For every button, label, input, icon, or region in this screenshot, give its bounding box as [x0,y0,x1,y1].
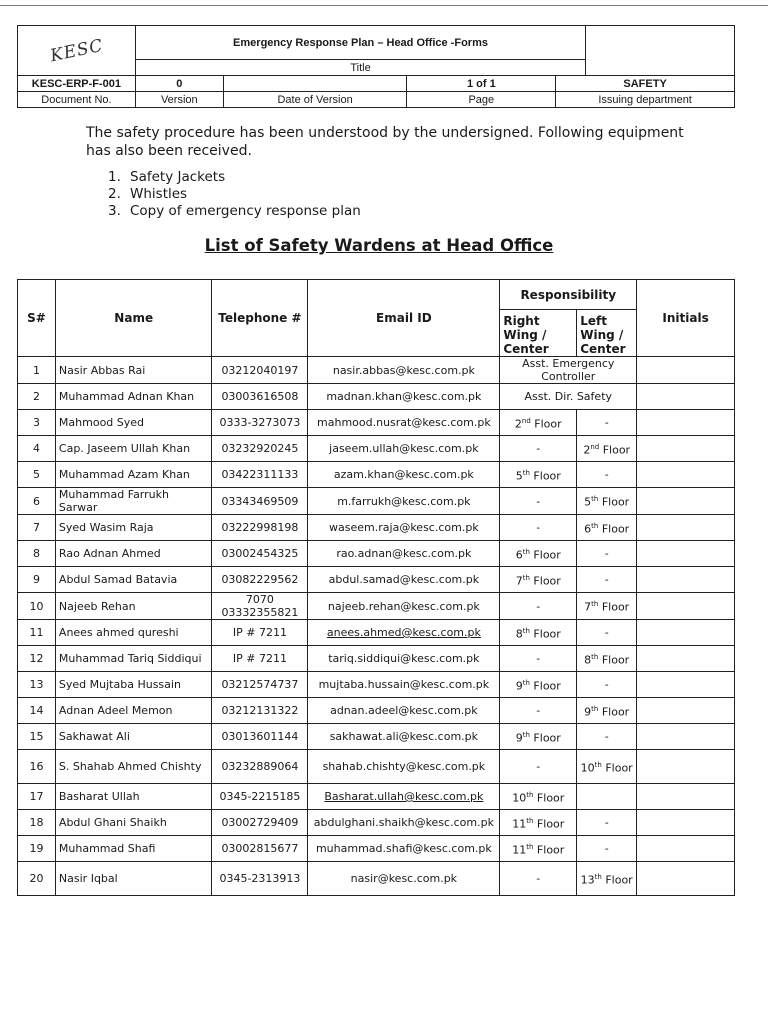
col-right-wing: Right Wing / Center [500,310,577,357]
cell-email: azam.khan@kesc.com.pk [308,462,500,488]
cell-initials [637,724,735,750]
cell-left-wing: 5th Floor [577,488,637,515]
cell-email: shahab.chishty@kesc.com.pk [308,750,500,784]
cell-left-wing: 6th Floor [577,515,637,541]
equipment-item: 3. Copy of emergency response plan [108,203,361,219]
cell-initials [637,620,735,646]
document-no-value: KESC-ERP-F-001 [18,76,136,92]
cell-responsibility: Asst. Emergency Controller [500,357,637,384]
version-label: Version [135,92,223,108]
cell-left-wing: - [577,541,637,567]
cell-left-wing: 9th Floor [577,698,637,724]
equipment-list [108,169,361,220]
cell-name: Adnan Adeel Memon [55,698,212,724]
cell-email: abdul.samad@kesc.com.pk [308,567,500,593]
cell-telephone: 0345-2313913 [212,862,308,896]
col-email: Email ID [308,280,500,357]
cell-right-wing: - [500,593,577,620]
cell-initials [637,593,735,620]
cell-sno: 7 [18,515,56,541]
table-row [18,810,735,836]
cell-telephone: 03232920245 [212,436,308,462]
document-no-label: Document No. [18,92,136,108]
cell-telephone: IP # 7211 [212,620,308,646]
cell-left-wing: - [577,672,637,698]
page-value: 1 of 1 [407,76,556,92]
cell-telephone: 03002815677 [212,836,308,862]
cell-sno: 8 [18,541,56,567]
cell-sno: 17 [18,784,56,810]
cell-right-wing: 5th Floor [500,462,577,488]
cell-email: muhammad.shafi@kesc.com.pk [308,836,500,862]
cell-initials [637,357,735,384]
table-row [18,410,735,436]
cell-name: S. Shahab Ahmed Chishty [55,750,212,784]
cell-sno: 11 [18,620,56,646]
table-row [18,784,735,810]
cell-right-wing: 7th Floor [500,567,577,593]
version-value: 0 [135,76,223,92]
cell-right-wing: - [500,750,577,784]
cell-right-wing: 9th Floor [500,724,577,750]
company-logo: KESC [48,35,105,66]
cell-sno: 6 [18,488,56,515]
cell-initials [637,784,735,810]
cell-right-wing: 2nd Floor [500,410,577,436]
cell-sno: 19 [18,836,56,862]
document-header [17,25,735,108]
cell-telephone: 0345-2215185 [212,784,308,810]
form-title: Emergency Response Plan – Head Office -Forms [135,26,585,60]
table-row [18,836,735,862]
table-row [18,541,735,567]
table-row [18,750,735,784]
cell-email: Basharat.ullah@kesc.com.pk [308,784,500,810]
cell-sno: 12 [18,646,56,672]
cell-sno: 9 [18,567,56,593]
cell-left-wing: 13th Floor [577,862,637,896]
cell-sno: 18 [18,810,56,836]
cell-name: Nasir Abbas Rai [55,357,212,384]
col-telephone: Telephone # [212,280,308,357]
cell-sno: 5 [18,462,56,488]
cell-name: Sakhawat Ali [55,724,212,750]
cell-email: tariq.siddiqui@kesc.com.pk [308,646,500,672]
cell-name: Muhammad Adnan Khan [55,384,212,410]
cell-name: Abdul Ghani Shaikh [55,810,212,836]
cell-left-wing: - [577,810,637,836]
cell-telephone: 7070 03332355821 [212,593,308,620]
cell-email: najeeb.rehan@kesc.com.pk [308,593,500,620]
cell-left-wing: 10th Floor [577,750,637,784]
date-of-version-label: Date of Version [223,92,407,108]
table-row [18,646,735,672]
table-row [18,515,735,541]
cell-initials [637,462,735,488]
cell-right-wing: - [500,698,577,724]
cell-initials [637,410,735,436]
cell-initials [637,672,735,698]
cell-right-wing: 8th Floor [500,620,577,646]
cell-initials [637,567,735,593]
section-heading: List of Safety Wardens at Head Office [204,236,554,255]
cell-name: Syed Wasim Raja [55,515,212,541]
issuing-department-label: Issuing department [556,92,735,108]
table-row [18,488,735,515]
table-row [18,593,735,620]
cell-initials [637,750,735,784]
cell-telephone: 03082229562 [212,567,308,593]
cell-email: m.farrukh@kesc.com.pk [308,488,500,515]
table-row [18,384,735,410]
cell-left-wing: - [577,620,637,646]
cell-telephone: 03212040197 [212,357,308,384]
equipment-item: 2. Whistles [108,186,188,202]
table-row [18,724,735,750]
cell-right-wing: - [500,488,577,515]
cell-initials [637,862,735,896]
title-label: Title [135,60,585,76]
cell-email: nasir@kesc.com.pk [308,862,500,896]
col-responsibility: Responsibility [500,280,637,310]
table-row [18,672,735,698]
blank-cell [586,26,735,76]
col-initials: Initials [637,280,735,357]
table-row [18,357,735,384]
cell-left-wing: 8th Floor [577,646,637,672]
cell-left-wing [577,784,637,810]
cell-sno: 10 [18,593,56,620]
cell-initials [637,836,735,862]
safety-wardens-table [17,279,735,896]
cell-telephone: 03212574737 [212,672,308,698]
cell-telephone: 03343469509 [212,488,308,515]
cell-email: nasir.abbas@kesc.com.pk [308,357,500,384]
cell-telephone: 03422311133 [212,462,308,488]
issuing-department-value: SAFETY [556,76,735,92]
cell-name: Muhammad Shafi [55,836,212,862]
cell-initials [637,698,735,724]
cell-name: Mahmood Syed [55,410,212,436]
cell-telephone: 03212131322 [212,698,308,724]
cell-left-wing: - [577,410,637,436]
cell-telephone: 03222998198 [212,515,308,541]
cell-telephone: 03232889064 [212,750,308,784]
cell-sno: 4 [18,436,56,462]
cell-right-wing: 11th Floor [500,836,577,862]
cell-right-wing: - [500,862,577,896]
cell-right-wing: - [500,436,577,462]
cell-initials [637,384,735,410]
cell-name: Rao Adnan Ahmed [55,541,212,567]
cell-email: jaseem.ullah@kesc.com.pk [308,436,500,462]
date-of-version-value [223,76,407,92]
cell-telephone: 0333-3273073 [212,410,308,436]
cell-name: Basharat Ullah [55,784,212,810]
cell-name: Muhammad Azam Khan [55,462,212,488]
cell-sno: 20 [18,862,56,896]
cell-name: Muhammad Tariq Siddiqui [55,646,212,672]
table-row [18,462,735,488]
table-row [18,567,735,593]
cell-initials [637,646,735,672]
cell-email: adnan.adeel@kesc.com.pk [308,698,500,724]
cell-name: Najeeb Rehan [55,593,212,620]
cell-sno: 2 [18,384,56,410]
cell-sno: 1 [18,357,56,384]
cell-right-wing: - [500,646,577,672]
cell-left-wing: - [577,462,637,488]
col-name: Name [55,280,212,357]
intro-paragraph: The safety procedure has been understood by the undersigned. Following equipment has also been received. [86,125,684,159]
cell-telephone: 03013601144 [212,724,308,750]
cell-name: Syed Mujtaba Hussain [55,672,212,698]
cell-sno: 14 [18,698,56,724]
cell-initials [637,541,735,567]
cell-name: Nasir Iqbal [55,862,212,896]
cell-name: Muhammad Farrukh Sarwar [55,488,212,515]
cell-email: waseem.raja@kesc.com.pk [308,515,500,541]
cell-name: Abdul Samad Batavia [55,567,212,593]
cell-telephone: 03002729409 [212,810,308,836]
cell-email: abdulghani.shaikh@kesc.com.pk [308,810,500,836]
cell-left-wing: - [577,836,637,862]
cell-right-wing: 6th Floor [500,541,577,567]
cell-sno: 3 [18,410,56,436]
cell-telephone: 03003616508 [212,384,308,410]
cell-right-wing: 11th Floor [500,810,577,836]
cell-right-wing: - [500,515,577,541]
col-left-wing: Left Wing / Center [577,310,637,357]
cell-left-wing: - [577,724,637,750]
cell-right-wing: 9th Floor [500,672,577,698]
cell-sno: 16 [18,750,56,784]
cell-responsibility: Asst. Dir. Safety [500,384,637,410]
cell-left-wing: - [577,567,637,593]
cell-email: anees.ahmed@kesc.com.pk [308,620,500,646]
cell-initials [637,488,735,515]
logo-cell [18,26,136,76]
table-row [18,620,735,646]
cell-sno: 13 [18,672,56,698]
cell-name: Anees ahmed qureshi [55,620,212,646]
table-row [18,436,735,462]
top-rule [0,5,768,6]
table-row [18,862,735,896]
equipment-item: 1. Safety Jackets [108,169,226,185]
cell-left-wing: 2nd Floor [577,436,637,462]
cell-email: madnan.khan@kesc.com.pk [308,384,500,410]
cell-left-wing: 7th Floor [577,593,637,620]
col-sno: S# [18,280,56,357]
cell-email: sakhawat.ali@kesc.com.pk [308,724,500,750]
cell-email: mahmood.nusrat@kesc.com.pk [308,410,500,436]
cell-email: rao.adnan@kesc.com.pk [308,541,500,567]
cell-telephone: IP # 7211 [212,646,308,672]
cell-right-wing: 10th Floor [500,784,577,810]
table-row [18,698,735,724]
cell-telephone: 03002454325 [212,541,308,567]
cell-initials [637,810,735,836]
cell-initials [637,436,735,462]
cell-sno: 15 [18,724,56,750]
cell-email: mujtaba.hussain@kesc.com.pk [308,672,500,698]
cell-name: Cap. Jaseem Ullah Khan [55,436,212,462]
page-label: Page [407,92,556,108]
cell-initials [637,515,735,541]
